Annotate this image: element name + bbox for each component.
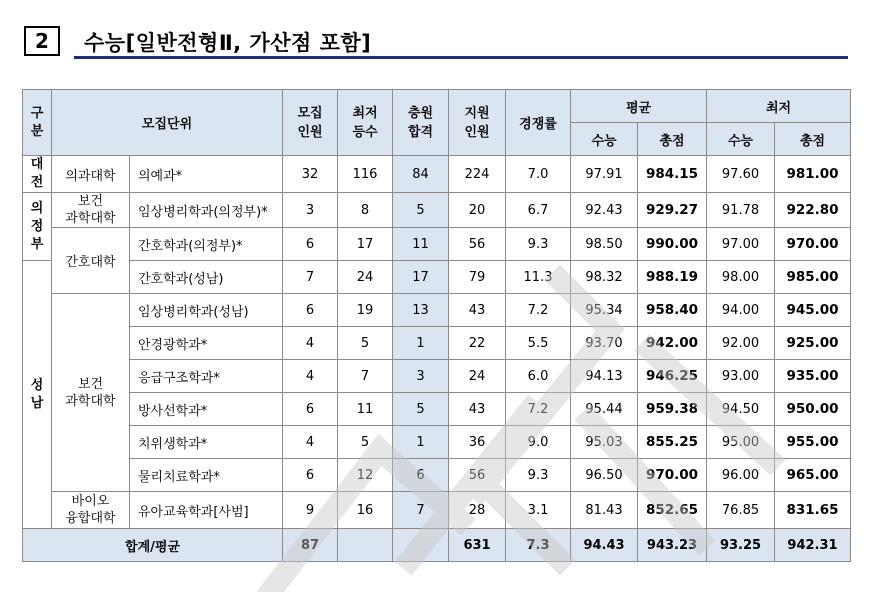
apps-cell: 24 <box>449 360 506 393</box>
min-total-cell: 950.00 <box>775 393 851 426</box>
ratio-cell: 7.0 <box>506 156 571 193</box>
min-total-cell: 935.00 <box>775 360 851 393</box>
table-row <box>23 261 851 294</box>
ratio-cell: 9.3 <box>506 228 571 261</box>
avg-total-cell: 958.40 <box>638 294 707 327</box>
header-min-total: 총점 <box>775 123 851 156</box>
pass-cell: 1 <box>393 327 449 360</box>
avg-suneung-cell: 92.43 <box>571 193 638 228</box>
pass-cell: 1 <box>393 426 449 459</box>
table-row <box>23 426 851 459</box>
dept-name: 의예과* <box>130 156 283 193</box>
total-apps: 631 <box>449 529 506 562</box>
table-row <box>23 459 851 492</box>
college-bio: 바이오 융합대학 <box>52 492 130 529</box>
apps-cell: 36 <box>449 426 506 459</box>
total-min-suneung: 93.25 <box>707 529 775 562</box>
min-suneung-cell: 97.60 <box>707 156 775 193</box>
min-suneung-cell: 98.00 <box>707 261 775 294</box>
avg-total-cell: 855.25 <box>638 426 707 459</box>
apps-cell: 28 <box>449 492 506 529</box>
table-row <box>23 393 851 426</box>
admission-results-table <box>22 89 851 562</box>
dept-name: 응급구조학과* <box>130 360 283 393</box>
quota-cell: 4 <box>283 360 338 393</box>
section-number: 2 <box>24 26 60 56</box>
rank-cell: 7 <box>338 360 393 393</box>
ratio-cell: 6.0 <box>506 360 571 393</box>
header-min-suneung: 수능 <box>707 123 775 156</box>
avg-total-cell: 959.38 <box>638 393 707 426</box>
rank-cell: 11 <box>338 393 393 426</box>
ratio-cell: 9.3 <box>506 459 571 492</box>
total-ratio: 7.3 <box>506 529 571 562</box>
avg-total-cell: 990.00 <box>638 228 707 261</box>
min-total-cell: 925.00 <box>775 327 851 360</box>
min-suneung-cell: 94.50 <box>707 393 775 426</box>
section-title: 수능[일반전형Ⅱ, 가산점 포함] <box>84 31 372 55</box>
avg-suneung-cell: 95.03 <box>571 426 638 459</box>
total-pass <box>393 529 449 562</box>
ratio-cell: 9.0 <box>506 426 571 459</box>
pass-cell: 6 <box>393 459 449 492</box>
avg-total-cell: 984.15 <box>638 156 707 193</box>
apps-cell: 22 <box>449 327 506 360</box>
header-applicants: 지원 인원 <box>449 90 506 156</box>
quota-cell: 4 <box>283 426 338 459</box>
total-min-total: 942.31 <box>775 529 851 562</box>
ratio-cell: 5.5 <box>506 327 571 360</box>
college-medicine: 의과대학 <box>52 156 130 193</box>
pass-cell: 3 <box>393 360 449 393</box>
table-row <box>23 492 851 529</box>
dept-name: 간호학과(성남) <box>130 261 283 294</box>
campus-uijeongbu: 의 정 부 <box>23 193 52 261</box>
min-suneung-cell: 76.85 <box>707 492 775 529</box>
avg-suneung-cell: 81.43 <box>571 492 638 529</box>
min-total-cell: 965.00 <box>775 459 851 492</box>
rank-cell: 5 <box>338 327 393 360</box>
min-suneung-cell: 93.00 <box>707 360 775 393</box>
section-header <box>24 26 848 60</box>
header-avg: 평균 <box>571 90 707 123</box>
rank-cell: 8 <box>338 193 393 228</box>
ratio-cell: 11.3 <box>506 261 571 294</box>
apps-cell: 79 <box>449 261 506 294</box>
apps-cell: 224 <box>449 156 506 193</box>
pass-cell: 5 <box>393 393 449 426</box>
min-suneung-cell: 92.00 <box>707 327 775 360</box>
quota-cell: 3 <box>283 193 338 228</box>
dept-name: 유아교육학과[사범] <box>130 492 283 529</box>
header-min: 최저 <box>707 90 851 123</box>
pass-cell: 17 <box>393 261 449 294</box>
ratio-cell: 7.2 <box>506 393 571 426</box>
header-row-1 <box>23 90 851 123</box>
dept-name: 임상병리학과(성남) <box>130 294 283 327</box>
header-unit: 모집단위 <box>52 90 283 156</box>
table-row <box>23 193 851 228</box>
table-row <box>23 156 851 193</box>
min-total-cell: 922.80 <box>775 193 851 228</box>
min-suneung-cell: 94.00 <box>707 294 775 327</box>
rank-cell: 19 <box>338 294 393 327</box>
rank-cell: 12 <box>338 459 393 492</box>
dept-name: 방사선학과* <box>130 393 283 426</box>
dept-name: 치위생학과* <box>130 426 283 459</box>
pass-cell: 84 <box>393 156 449 193</box>
pass-cell: 5 <box>393 193 449 228</box>
header-quota: 모집 인원 <box>283 90 338 156</box>
ratio-cell: 6.7 <box>506 193 571 228</box>
avg-suneung-cell: 96.50 <box>571 459 638 492</box>
campus-seongnam: 성 남 <box>23 261 52 529</box>
table-row <box>23 294 851 327</box>
dept-name: 안경광학과* <box>130 327 283 360</box>
quota-cell: 9 <box>283 492 338 529</box>
min-suneung-cell: 91.78 <box>707 193 775 228</box>
total-row <box>23 529 851 562</box>
apps-cell: 56 <box>449 228 506 261</box>
avg-suneung-cell: 95.44 <box>571 393 638 426</box>
quota-cell: 4 <box>283 327 338 360</box>
pass-cell: 13 <box>393 294 449 327</box>
quota-cell: 6 <box>283 294 338 327</box>
rank-cell: 24 <box>338 261 393 294</box>
table-row <box>23 360 851 393</box>
total-label: 합계/평균 <box>23 529 283 562</box>
total-avg-total: 943.23 <box>638 529 707 562</box>
avg-suneung-cell: 98.50 <box>571 228 638 261</box>
header-total-pass: 충원 합격 <box>393 90 449 156</box>
apps-cell: 43 <box>449 294 506 327</box>
dept-name: 임상병리학과(의정부)* <box>130 193 283 228</box>
avg-suneung-cell: 98.32 <box>571 261 638 294</box>
quota-cell: 6 <box>283 228 338 261</box>
table-row <box>23 327 851 360</box>
avg-total-cell: 942.00 <box>638 327 707 360</box>
min-total-cell: 831.65 <box>775 492 851 529</box>
total-rank <box>338 529 393 562</box>
min-suneung-cell: 97.00 <box>707 228 775 261</box>
rank-cell: 16 <box>338 492 393 529</box>
avg-suneung-cell: 97.91 <box>571 156 638 193</box>
avg-total-cell: 929.27 <box>638 193 707 228</box>
header-avg-suneung: 수능 <box>571 123 638 156</box>
avg-suneung-cell: 95.34 <box>571 294 638 327</box>
ratio-cell: 7.2 <box>506 294 571 327</box>
table-row <box>23 228 851 261</box>
college-nursing: 간호대학 <box>52 228 130 294</box>
dept-name: 물리치료학과* <box>130 459 283 492</box>
dept-name: 간호학과(의정부)* <box>130 228 283 261</box>
min-total-cell: 970.00 <box>775 228 851 261</box>
rank-cell: 5 <box>338 426 393 459</box>
min-total-cell: 955.00 <box>775 426 851 459</box>
header-gubun: 구 분 <box>23 90 52 156</box>
avg-total-cell: 970.00 <box>638 459 707 492</box>
total-avg-suneung: 94.43 <box>571 529 638 562</box>
pass-cell: 7 <box>393 492 449 529</box>
quota-cell: 6 <box>283 459 338 492</box>
apps-cell: 43 <box>449 393 506 426</box>
pass-cell: 11 <box>393 228 449 261</box>
min-total-cell: 985.00 <box>775 261 851 294</box>
college-health-sci-2: 보건 과학대학 <box>52 294 130 492</box>
college-health-sci-1: 보건 과학대학 <box>52 193 130 228</box>
avg-total-cell: 852.65 <box>638 492 707 529</box>
min-total-cell: 945.00 <box>775 294 851 327</box>
apps-cell: 20 <box>449 193 506 228</box>
avg-suneung-cell: 93.70 <box>571 327 638 360</box>
min-suneung-cell: 95.00 <box>707 426 775 459</box>
ratio-cell: 3.1 <box>506 492 571 529</box>
campus-daejeon: 대 전 <box>23 156 52 193</box>
header-avg-total: 총점 <box>638 123 707 156</box>
apps-cell: 56 <box>449 459 506 492</box>
rank-cell: 17 <box>338 228 393 261</box>
quota-cell: 6 <box>283 393 338 426</box>
avg-total-cell: 988.19 <box>638 261 707 294</box>
min-suneung-cell: 96.00 <box>707 459 775 492</box>
header-min-rank: 최저 등수 <box>338 90 393 156</box>
title-underline <box>74 56 848 59</box>
min-total-cell: 981.00 <box>775 156 851 193</box>
quota-cell: 7 <box>283 261 338 294</box>
avg-total-cell: 946.25 <box>638 360 707 393</box>
rank-cell: 116 <box>338 156 393 193</box>
quota-cell: 32 <box>283 156 338 193</box>
avg-suneung-cell: 94.13 <box>571 360 638 393</box>
total-quota: 87 <box>283 529 338 562</box>
header-ratio: 경쟁률 <box>506 90 571 156</box>
